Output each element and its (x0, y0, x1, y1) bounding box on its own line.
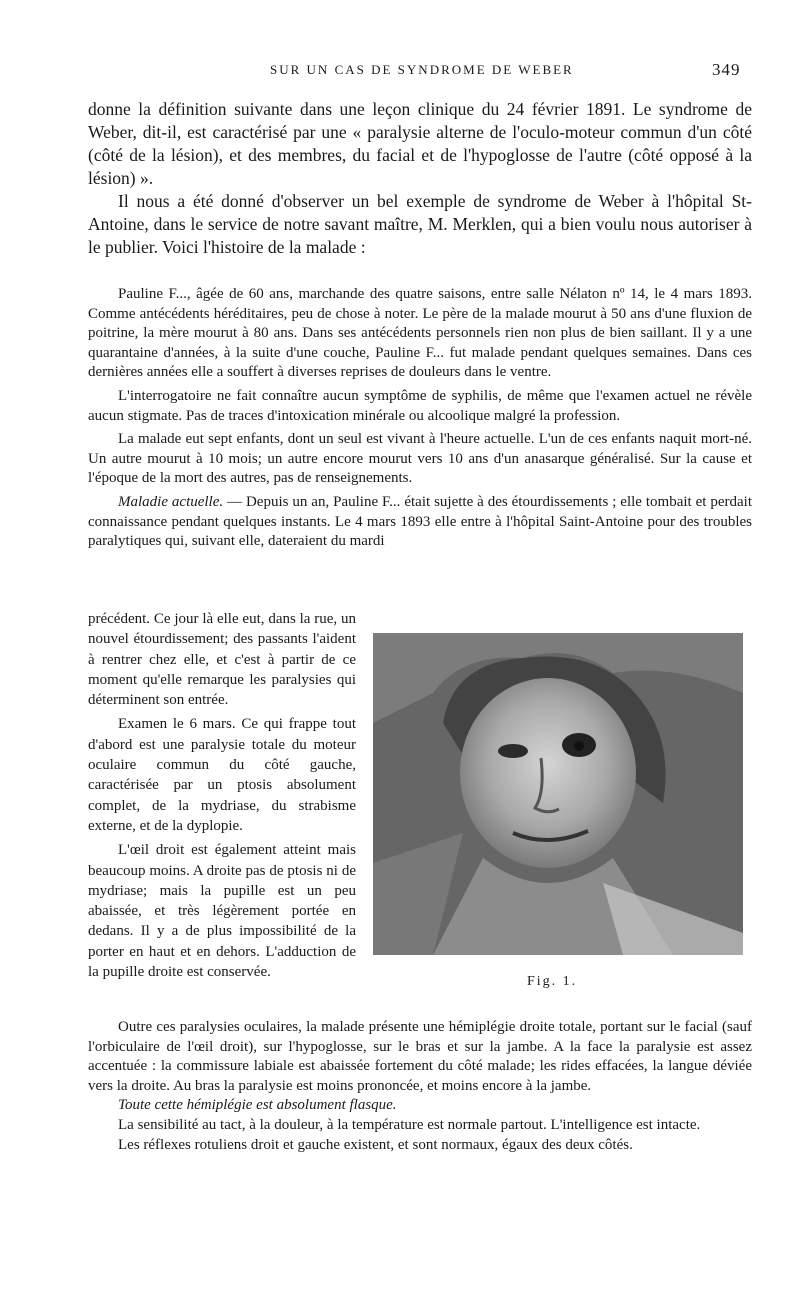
after-paragraph-2-text: Toute cette hémiplégie est absolument flasque. (118, 1097, 397, 1114)
text-column-beside-figure (88, 609, 356, 986)
column-paragraph-1: précédent. Ce jour là elle eut, dans la rue, un nouvel étourdissement; des passants l'aident à rentrer chez elle, et c'est à partir de ce moment qu'elle remarque les paralysies qui déterminent son entrée. (88, 611, 356, 709)
intro-paragraph-1: donne la définition suivante dans une leçon clinique du 24 février 1891. Le syndrome de Weber, dit-il, est caractérisé par une « paralysie alterne de l'oculo-moteur commun d'un côté (côté de la lésion), et des membres, du facial et de l'hypoglosse de l'autre (côté opposé à la lésion) ». (88, 99, 752, 188)
patient-photograph (373, 633, 743, 955)
patient-photograph-illustration (373, 633, 743, 955)
after-paragraph-3: La sensibilité au tact, à la douleur, à la température est normale partout. L'intelligence est intacte. (118, 1116, 701, 1133)
intro-paragraph-2: Il nous a été donné d'observer un bel exemple de syndrome de Weber à l'hôpital St-Antoine, dans le service de notre savant maître, M. Merklen, qui a bien voulu nous autoriser à le publier. Voici l'histoire de la malade : (88, 191, 752, 257)
page-number: 349 (712, 60, 741, 79)
examination-text (88, 1018, 752, 1155)
case-paragraph-4 (88, 493, 752, 552)
case-history (88, 285, 752, 556)
running-title: SUR UN CAS DE SYNDROME DE WEBER (270, 62, 574, 77)
column-paragraph-2: Examen le 6 mars. Ce qui frappe tout d'abord est une paralysie totale du moteur oculaire commun du côté gauche, caractérisée par un ptosis absolument complet, de la mydriase, du strabisme externe, et de la dyplopie. (88, 716, 356, 834)
after-paragraph-1: Outre ces paralysies oculaires, la malade présente une hémiplégie droite totale, portant sur le facial (sauf l'orbiculaire de l'œil droit), sur l'hypoglosse, sur le bras et sur la jambe. A la face la paralysie est assez accentuée : la commissure labiale est abaissée fortement du côté malade; les rides effacées, la langue déviée vers la droite. Au bras la paralysie est moins prononcée, et moins encore à la jambe. (88, 1019, 752, 1094)
column-paragraph-3: L'œil droit est également atteint mais beaucoup moins. A droite pas de ptosis ni de mydriase; mais la pupille est un peu abaissée, et très légèrement portée en dedans. Il y a de plus impossibilité de la porter en haut et en dehors. L'adduction de la pupille droite est conservée. (88, 842, 356, 981)
case-paragraph-1: Pauline F..., âgée de 60 ans, marchande des quatre saisons, entre salle Nélaton nº 14, le 4 mars 1893. Comme antécédents héréditaires, peu de chose à noter. Le père de la malade mourut à 50 ans d'une fluxion de poitrine, la mère mourut à 80 ans. Dans ses antécédents personnels rien non plus de bien saillant. Il y a une quarantaine d'années, à la suite d'une couche, Pauline F... fut malade pendant quelques semaines. Dans ces dernières années elle a souffert à diverses reprises de douleurs dans le ventre. (88, 286, 752, 381)
intro-text (88, 98, 752, 259)
case-paragraph-2: L'interrogatoire ne fait connaître aucun symptôme de syphilis, de même que l'examen actuel ne révèle aucun stigmate. Pas de traces d'intoxication minérale ou alcoolique malgré la profession. (88, 387, 752, 424)
figure-caption: Fig. 1. (527, 974, 578, 989)
case-paragraph-4-text: — Depuis un an, Pauline F... était sujette à des étourdissements ; elle tombait et perdait connaissance pendant quelques instants. Le 4 mars 1893 elle entre à l'hôpital Saint-Antoine pour des troubles paralytiques qui, suivant elle, dateraient du mardi (88, 493, 753, 550)
section-label-maladie-actuelle: Maladie actuelle. (118, 493, 224, 510)
after-paragraph-4: Les réflexes rotuliens droit et gauche existent, et sont normaux, égaux des deux côtés. (118, 1136, 633, 1153)
after-paragraph-2 (88, 1096, 752, 1116)
case-paragraph-3: La malade eut sept enfants, dont un seul est vivant à l'heure actuelle. L'un de ces enfants naquit mort-né. Un autre mourut à 10 mois; un autre encore mourut vers 10 ans d'un anasarque généralisé. Sur la cause et l'époque de la mort des autres, pas de renseignements. (88, 431, 752, 487)
